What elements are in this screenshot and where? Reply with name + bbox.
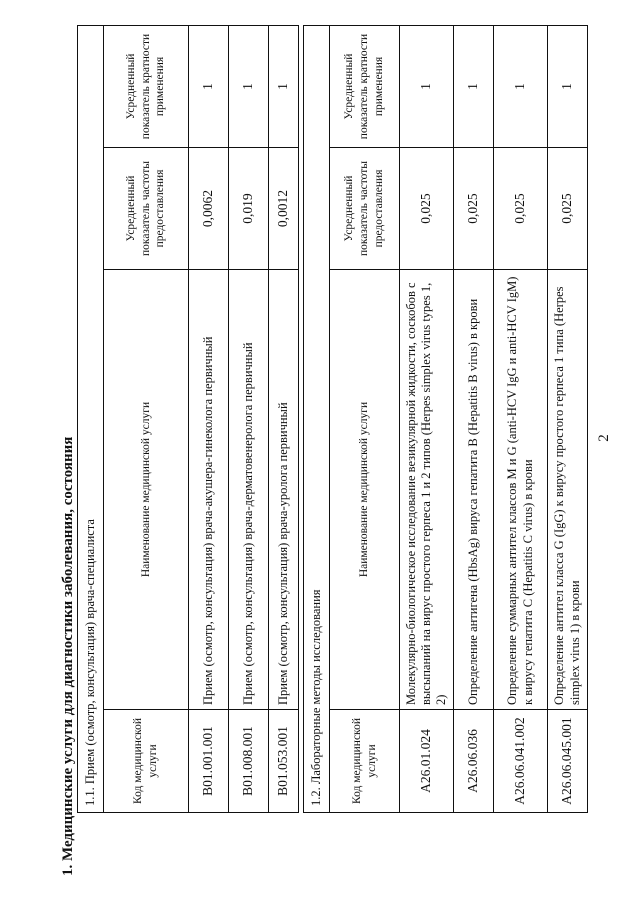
frequency-value: 0,025 (400, 148, 454, 270)
service-code: A26.01.024 (400, 710, 454, 813)
service-code: A26.06.045.001 (548, 710, 588, 813)
table-row (548, 25, 588, 812)
header-frequency: Усредненный показатель частоты предоставления (104, 148, 189, 270)
section-title: 1. Медицинские услуги для диагностики заболевания, состояния (60, 436, 76, 876)
table-row (494, 25, 548, 812)
table-row (229, 25, 269, 812)
table-specialist-consultation (77, 25, 299, 813)
service-name: Определение суммарных антител классов M и G (anti-HCV IgG и anti-HCV IgM) к вирусу гепатита C (Hepatitis C virus) в крови (494, 270, 548, 710)
table-caption: 1.1. Прием (осмотр, консультация) врача-специалиста (78, 25, 104, 812)
service-name: Определение антигена (HbsAg) вируса гепатита B (Hepatitis B virus) в крови (454, 270, 494, 710)
page-number: 2 (596, 434, 612, 442)
table-row (454, 25, 494, 812)
multiplicity-value: 1 (229, 25, 269, 147)
header-multiplicity: Усредненный показатель кратности применения (330, 25, 400, 147)
service-name: Прием (осмотр, консультация) врача-уролога первичный (269, 270, 299, 710)
service-name: Определение антител класса G (IgG) к вирусу простого герпеса 1 типа (Herpes simplex virus 1) в крови (548, 270, 588, 710)
table-row (269, 25, 299, 812)
header-code: Код медицинской услуги (330, 710, 400, 813)
multiplicity-value: 1 (494, 25, 548, 147)
header-name: Наименование медицинской услуги (330, 270, 400, 710)
multiplicity-value: 1 (189, 25, 229, 147)
table-laboratory-methods (303, 25, 588, 813)
service-code: A26.06.041.002 (494, 710, 548, 813)
header-frequency: Усредненный показатель частоты предоставления (330, 148, 400, 270)
service-code: B01.053.001 (269, 710, 299, 813)
frequency-value: 0,025 (548, 148, 588, 270)
table-caption: 1.2. Лабораторные методы исследования (304, 25, 330, 812)
header-multiplicity: Усредненный показатель кратности применения (104, 25, 189, 147)
table-row (400, 25, 454, 812)
frequency-value: 0,025 (454, 148, 494, 270)
multiplicity-value: 1 (269, 25, 299, 147)
service-name: Молекулярно-биологическое исследование везикулярной жидкости, соскобов с высыпаний на вирус простого герпеса 1 и 2 типов (Herpes simplex virus types 1, 2) (400, 270, 454, 710)
service-name: Прием (осмотр, консультация) врача-дерматовенеролога первичный (229, 270, 269, 710)
header-code: Код медицинской услуги (104, 710, 189, 813)
multiplicity-value: 1 (454, 25, 494, 147)
header-name: Наименование медицинской услуги (104, 270, 189, 710)
service-name: Прием (осмотр, консультация) врача-акушера-гинеколога первичный (189, 270, 229, 710)
table-row (189, 25, 229, 812)
multiplicity-value: 1 (548, 25, 588, 147)
multiplicity-value: 1 (400, 25, 454, 147)
service-code: A26.06.036 (454, 710, 494, 813)
frequency-value: 0,025 (494, 148, 548, 270)
frequency-value: 0,0012 (269, 148, 299, 270)
frequency-value: 0,019 (229, 148, 269, 270)
frequency-value: 0,0062 (189, 148, 229, 270)
service-code: B01.008.001 (229, 710, 269, 813)
service-code: B01.001.001 (189, 710, 229, 813)
